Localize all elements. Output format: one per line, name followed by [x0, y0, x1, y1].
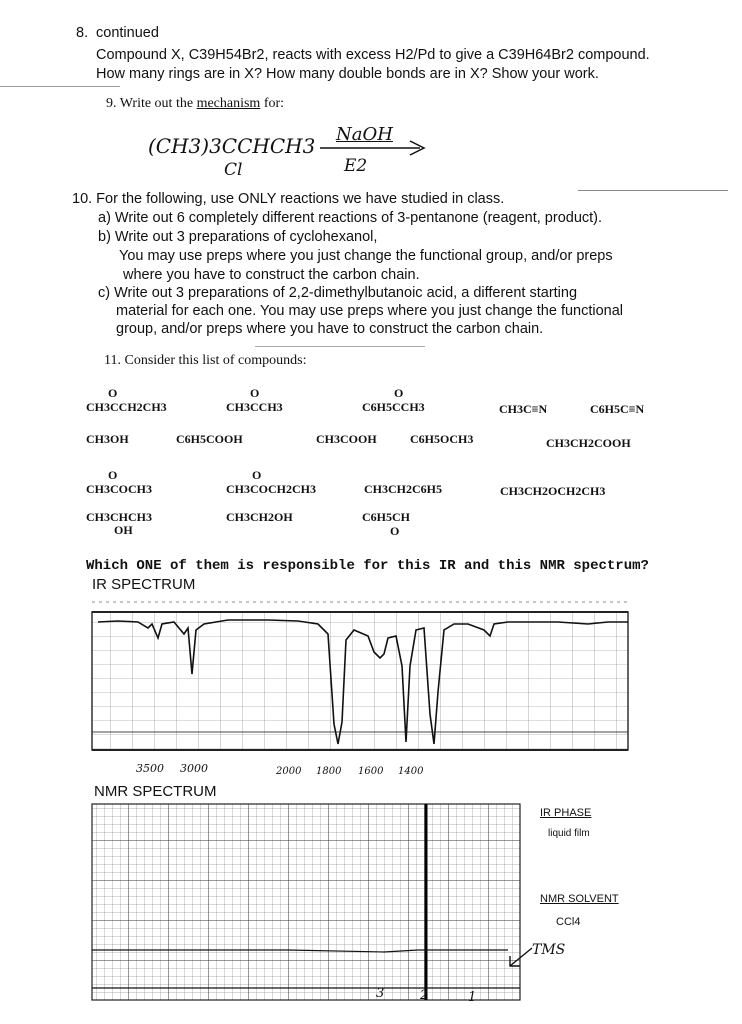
hydroxyl-label: OH: [114, 523, 133, 537]
compound-item: C6H5CH: [362, 510, 410, 524]
nmr-spectrum-chart: [88, 800, 528, 1006]
ir-tick: 2000: [276, 766, 302, 777]
ir-spectrum-chart: [88, 594, 648, 764]
carbonyl-o: O: [108, 468, 118, 482]
q10-a: a) Write out 6 completely different reactions of 3-pentanone (reagent, product).: [98, 210, 603, 226]
q10-intro: 10. For the following, use ONLY reactions we have studied in class.: [72, 191, 505, 207]
ir-tick: 1800: [316, 766, 342, 777]
carbonyl-o: O: [108, 386, 118, 400]
ir-phase-label: IR PHASE: [540, 807, 592, 819]
ir-title: IR SPECTRUM: [92, 576, 196, 593]
compound-item: CH3CH2OCH2CH3: [500, 484, 606, 498]
divider: [255, 346, 425, 347]
compound-item: CH3CH2OH: [226, 510, 293, 524]
reaction-arrow-icon: [320, 140, 430, 160]
q10-c1: c) Write out 3 preparations of 2,2-dimethylbutanoic acid, a different starting: [98, 285, 578, 301]
q9-reagent-bottom: E2: [344, 156, 368, 176]
carbonyl-o: O: [394, 386, 404, 400]
carbonyl-o: O: [250, 386, 260, 400]
compound-item: CH3COOH: [316, 432, 377, 446]
compound-item: CH3CH2COOH: [546, 436, 631, 450]
ir-tick: 3000: [180, 762, 208, 775]
q9-reagent-top: NaOH: [336, 124, 393, 145]
carbonyl-o: O: [252, 468, 262, 482]
divider: [0, 86, 120, 87]
q8-heading: continued: [96, 25, 159, 41]
compound-item: C6H5OCH3: [410, 432, 474, 446]
compound-item: CH3CCH2CH3: [86, 400, 167, 414]
q10-c3: group, and/or preps where you have to construct the carbon chain.: [116, 321, 544, 337]
q9-chloro: Cl: [224, 160, 243, 180]
compound-item: C6H5C≡N: [590, 402, 645, 416]
q9-suffix: for:: [263, 96, 285, 111]
q11-question: Which ONE of them is responsible for this IR and this NMR spectrum?: [86, 558, 649, 574]
nmr-title: NMR SPECTRUM: [94, 783, 217, 800]
nmr-peak-label: 2: [420, 988, 429, 1003]
compound-item: C6H5CCH3: [362, 400, 425, 414]
ir-tick: 1400: [398, 766, 424, 777]
q9-underlined: mechanism: [196, 96, 261, 111]
compound-item: CH3CH2C6H5: [364, 482, 442, 496]
nmr-solvent-value: CCl4: [556, 916, 581, 928]
divider: [578, 190, 728, 191]
compound-item: CH3COCH3: [86, 482, 152, 496]
nmr-peak-label: 3: [376, 986, 385, 1001]
ir-tick: 1600: [358, 766, 384, 777]
q10-b3: where you have to construct the carbon chain.: [123, 267, 420, 283]
q8-line2: How many rings are in X? How many double bonds are in X? Show your work.: [96, 66, 599, 82]
compound-item: CH3C≡N: [499, 402, 548, 416]
q9-prompt: [106, 96, 284, 112]
carbonyl-o: O: [390, 524, 400, 538]
q10-b1: b) Write out 3 preparations of cyclohexanol,: [98, 229, 378, 245]
q9-text: 9. Write out the: [106, 96, 194, 111]
q8-line1: Compound X, C39H54Br2, reacts with excess H2/Pd to give a C39H64Br2 compound.: [96, 47, 650, 63]
q10-b2: You may use preps where you just change the functional group, and/or preps: [119, 248, 613, 264]
compound-item: C6H5COOH: [176, 432, 243, 446]
q9-reactant: (CH3)3CCHCH3: [148, 134, 316, 158]
compound-item: CH3COCH2CH3: [226, 482, 316, 496]
compound-item: CH3CHCH3: [86, 510, 152, 524]
q11-intro: 11. Consider this list of compounds:: [104, 353, 307, 368]
nmr-peak-label: 1: [468, 990, 477, 1005]
q10-c2: material for each one. You may use preps where you just change the functional: [116, 303, 624, 319]
ir-phase-value: liquid film: [548, 828, 590, 839]
compound-item: CH3OH: [86, 432, 129, 446]
compound-item: CH3CCH3: [226, 400, 283, 414]
ir-tick: 3500: [136, 762, 164, 775]
nmr-solvent-label: NMR SOLVENT: [540, 893, 619, 905]
tms-label: TMS: [532, 942, 566, 958]
q8-number: 8.: [76, 25, 89, 41]
